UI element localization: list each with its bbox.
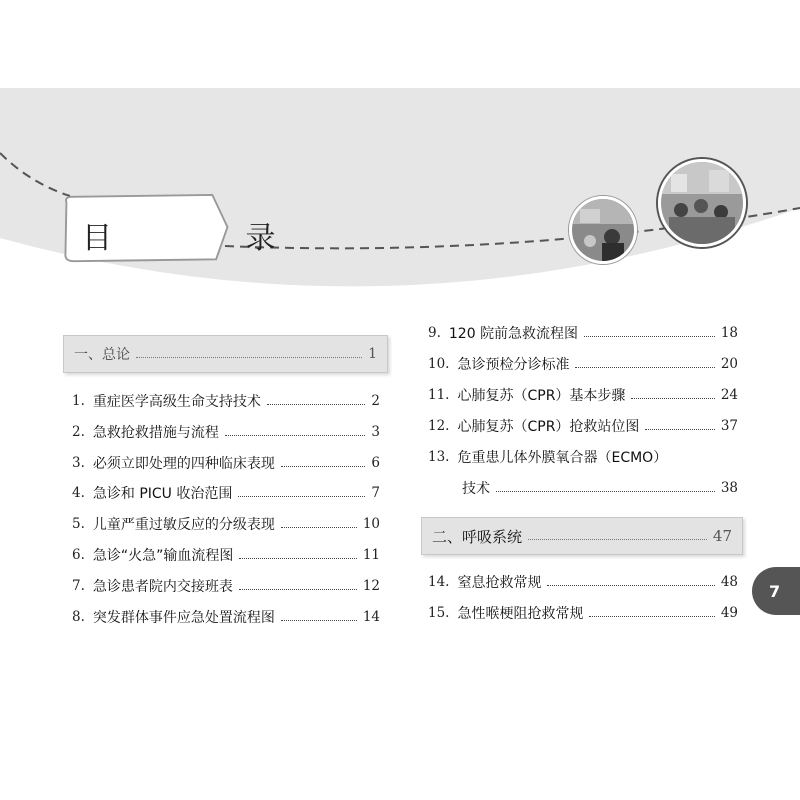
leader-dots: [225, 435, 366, 436]
entry-page: 38: [720, 480, 738, 496]
leader-dots: [547, 585, 714, 586]
leader-dots: [136, 357, 362, 358]
entry-page: 49: [720, 605, 738, 621]
entry-label: 儿童严重过敏反应的分级表现: [92, 517, 275, 533]
entry-page: 18: [720, 325, 738, 341]
entry-label: 急诊患者院内交接班表: [92, 579, 233, 595]
entry-number: 2.: [72, 424, 85, 440]
entry-label: 重症医学高级生命支持技术: [92, 394, 261, 410]
entry-page: 37: [720, 418, 738, 434]
toc-entry-continued[interactable]: [428, 477, 738, 499]
entry-page: 3: [371, 424, 380, 440]
entry-label: 必须立即处理的四种临床表现: [92, 456, 275, 472]
entry-label: 心肺复苏（CPR）抢救站位图: [457, 419, 640, 435]
entry-number: 14.: [428, 574, 450, 590]
entry-number: 8.: [72, 609, 85, 625]
entry-page: 14: [362, 609, 380, 625]
entry-number: 3.: [72, 455, 85, 471]
entry-number: 6.: [72, 547, 85, 563]
entry-label: 心肺复苏（CPR）基本步骤: [457, 388, 626, 404]
section-general[interactable]: [63, 335, 388, 373]
toc-entry[interactable]: [72, 421, 380, 443]
leader-dots: [239, 558, 356, 559]
entry-label: 突发群体事件应急处置流程图: [92, 610, 275, 626]
leader-dots: [575, 367, 714, 368]
section-page: 1: [368, 346, 377, 362]
photo-small: [569, 196, 637, 264]
leader-dots: [239, 589, 357, 590]
toc-entry[interactable]: [72, 390, 380, 412]
section-page: 47: [712, 527, 732, 545]
leader-dots: [281, 527, 357, 528]
entry-page: 10: [362, 516, 380, 532]
section-respiratory[interactable]: [421, 517, 743, 555]
leader-dots: [281, 466, 366, 467]
entry-label: 急诊和 PICU 收治范围: [92, 486, 233, 502]
entry-page: 48: [720, 574, 738, 590]
entry-label: 120 院前急救流程图: [448, 326, 579, 342]
leader-dots: [589, 616, 714, 617]
entry-number: 1.: [72, 393, 85, 409]
leader-dots: [267, 404, 366, 405]
toc-entry[interactable]: [428, 322, 738, 344]
toc-entry[interactable]: [72, 544, 380, 566]
leader-dots: [584, 336, 715, 337]
photo-large: [658, 159, 746, 247]
page-number-tab: [752, 567, 800, 615]
toc-entry[interactable]: [428, 446, 738, 468]
page-title: 目 录: [82, 221, 338, 256]
entry-label: 危重患儿体外膜氧合器（ECMO）: [457, 450, 668, 466]
toc-entry[interactable]: [428, 571, 738, 593]
toc-entry[interactable]: [72, 575, 380, 597]
leader-dots: [496, 491, 715, 492]
toc-entry[interactable]: [72, 606, 380, 628]
toc-entry[interactable]: [72, 452, 380, 474]
entry-label: 技术: [462, 481, 490, 497]
section-label: 一、总论: [74, 347, 130, 363]
section-label: 二、呼吸系统: [432, 527, 523, 546]
entry-number: 9.: [428, 325, 441, 341]
leader-dots: [528, 539, 707, 540]
entry-number: 7.: [72, 578, 85, 594]
entry-number: 4.: [72, 485, 85, 501]
entry-page: 11: [362, 547, 380, 563]
entry-number: 5.: [72, 516, 85, 532]
entry-label: 急诊“火急”输血流程图: [92, 548, 234, 564]
entry-label: 急性喉梗阻抢救常规: [457, 606, 584, 622]
entry-number: 15.: [428, 605, 450, 621]
entry-number: 13.: [428, 449, 450, 465]
entry-page: 2: [371, 393, 380, 409]
leader-dots: [631, 398, 714, 399]
entry-page: 12: [362, 578, 380, 594]
entry-label: 急救抢救措施与流程: [92, 425, 219, 441]
toc-entry[interactable]: [428, 384, 738, 406]
toc-entry[interactable]: [428, 353, 738, 375]
leader-dots: [238, 496, 365, 497]
toc-entry[interactable]: [428, 602, 738, 624]
toc-entry[interactable]: [428, 415, 738, 437]
leader-dots: [281, 620, 357, 621]
entry-label: 窒息抢救常规: [457, 575, 542, 591]
entry-number: 10.: [428, 356, 450, 372]
toc-entry[interactable]: [72, 482, 380, 504]
entry-number: 12.: [428, 418, 450, 434]
entry-page: 24: [720, 387, 738, 403]
entry-page: 20: [720, 356, 738, 372]
page-number: 7: [769, 581, 781, 601]
entry-page: 6: [371, 455, 380, 471]
entry-label: 急诊预检分诊标准: [457, 357, 570, 373]
entry-number: 11.: [428, 387, 450, 403]
toc-entry[interactable]: [72, 513, 380, 535]
entry-page: 7: [371, 485, 380, 501]
leader-dots: [645, 429, 714, 430]
